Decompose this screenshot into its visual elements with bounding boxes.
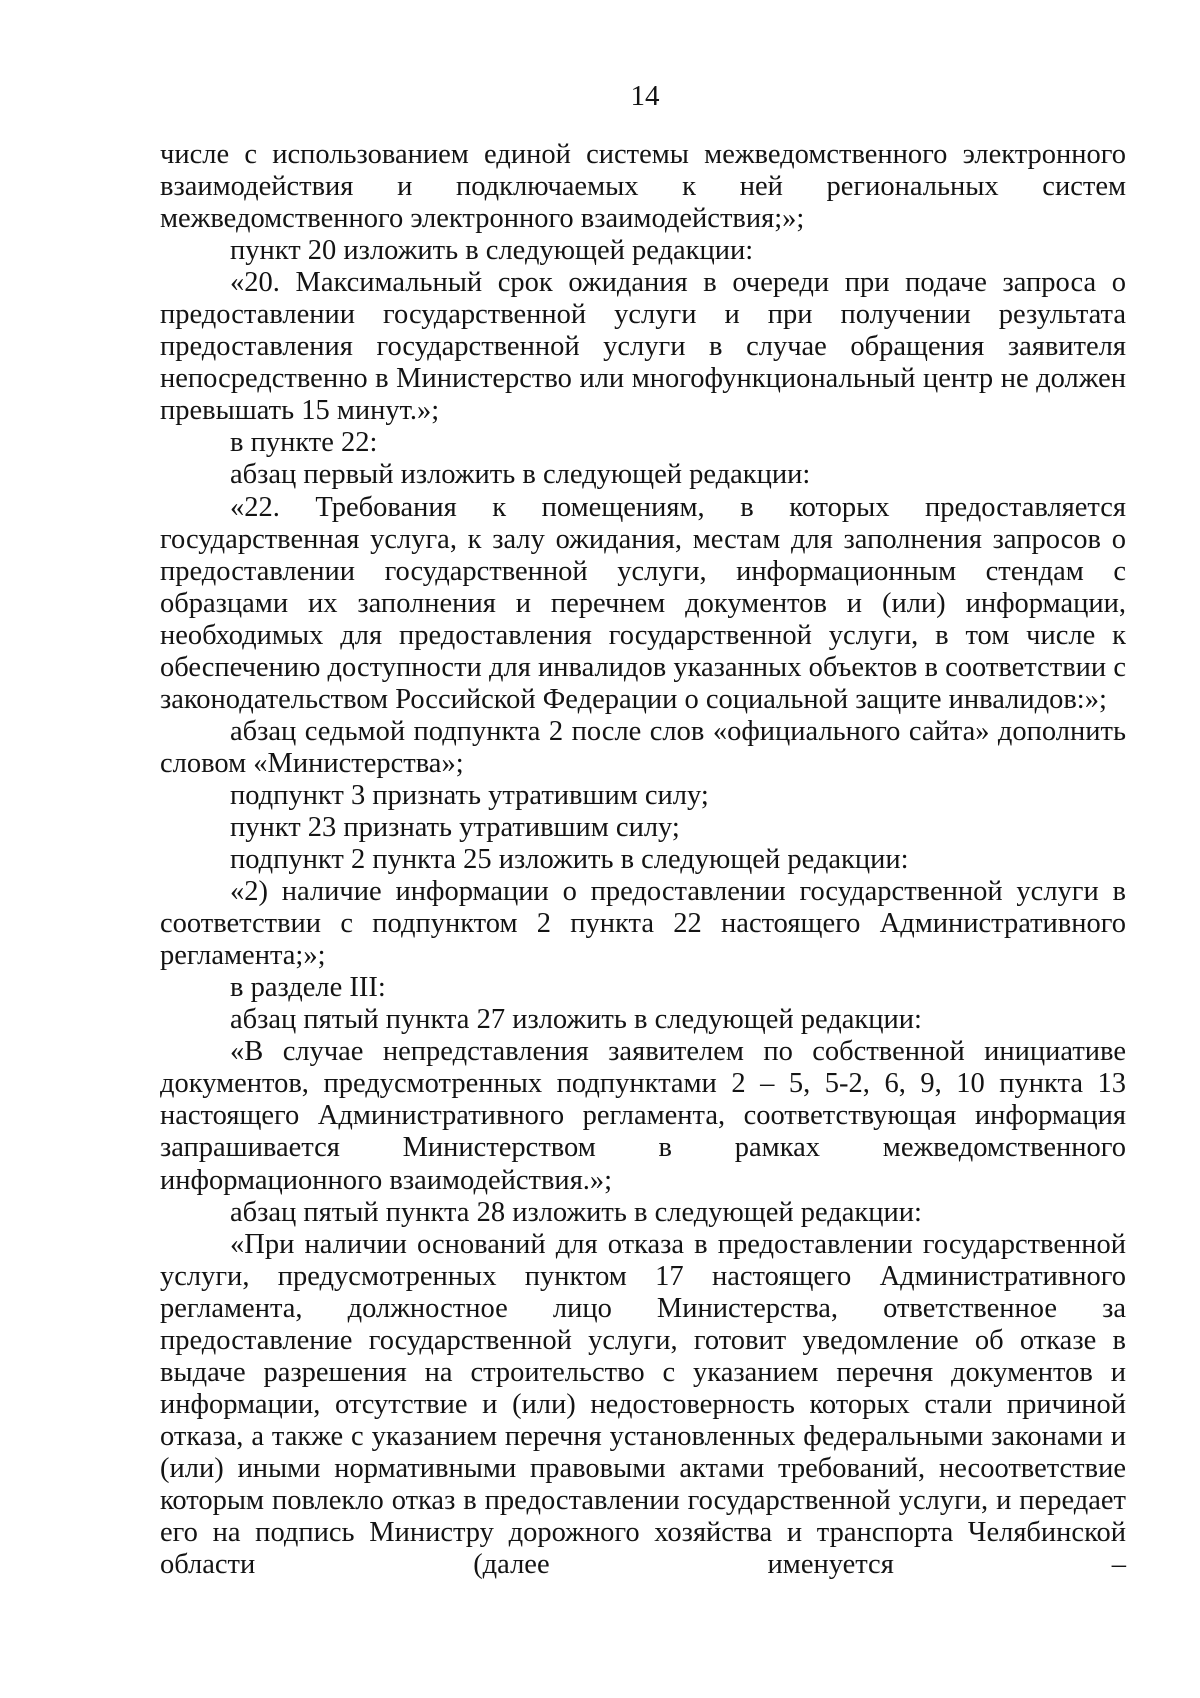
paragraph: абзац пятый пункта 27 изложить в следующей редакции: (230, 1004, 922, 1036)
paragraph: абзац пятый пункта 28 изложить в следующей редакции: (230, 1196, 922, 1228)
paragraph: «2) наличие информации о предоставлении государственной услуги в соответствии с подпунктом 2 пункта 22 настоящего Административного регламента;»; (160, 876, 1126, 972)
paragraph: числе с использованием единой системы межведомственного электронного взаимодействия и подключаемых к ней региональных систем межведомственного электронного взаимодействия;»; (160, 139, 1126, 235)
paragraph: подпункт 2 пункта 25 изложить в следующей редакции: (230, 844, 909, 876)
page-number: 14 (630, 80, 660, 112)
paragraph: абзац первый изложить в следующей редакции: (230, 459, 811, 491)
paragraph: «При наличии оснований для отказа в предоставлении государственной услуги, предусмотренных пунктом 17 настоящего Административного регламента, должностное лицо Министерства, ответственное за предоставление государственной услуги, готовит уведомление об отказе в выдаче разрешения на строительство с указанием перечня документов и информации, отсутствие и (или) недостоверность которых стали причиной отказа, а также с указанием перечня установленных федеральными законами и (или) иными нормативными правовыми актами требований, несоответствие которым повлекло отказ в предоставлении государственной услуги, и передает его на подпись Министру дорожного хозяйства и транспорта Челябинской области (далее именуется – (160, 1228, 1126, 1581)
paragraph: «В случае непредставления заявителем по собственной инициативе документов, предусмотренных подпунктами 2 – 5, 5-2, 6, 9, 10 пункта 13 настоящего Административного регламента, соответствующая информация запрашивается Министерством в рамках межведомственного информационного взаимодействия.»; (160, 1036, 1126, 1196)
body-text (160, 139, 1126, 1581)
paragraph: подпункт 3 признать утратившим силу; (230, 779, 709, 811)
paragraph: в пункте 22: (230, 427, 378, 459)
paragraph: абзац седьмой подпункта 2 после слов «официального сайта» дополнить словом «Министерства»; (160, 715, 1126, 779)
paragraph: «20. Максимальный срок ожидания в очереди при подаче запроса о предоставлении государственной услуги и при получении результата предоставления государственной услуги в случае обращения заявителя непосредственно в Министерство или многофункциональный центр не должен превышать 15 минут.»; (160, 267, 1126, 427)
paragraph: в разделе III: (230, 972, 386, 1004)
paragraph: «22. Требования к помещениям, в которых предоставляется государственная услуга, к залу ожидания, местам для заполнения запросов о предоставлении государственной услуги, информационным стендам с образцами их заполнения и перечнем документов и (или) информации, необходимых для предоставления государственной услуги, в том числе к обеспечению доступности для инвалидов указанных объектов в соответствии с законодательством Российской Федерации о социальной защите инвалидов:»; (160, 491, 1126, 715)
paragraph: пункт 23 признать утратившим силу; (230, 811, 680, 843)
paragraph: пункт 20 изложить в следующей редакции: (230, 235, 754, 267)
